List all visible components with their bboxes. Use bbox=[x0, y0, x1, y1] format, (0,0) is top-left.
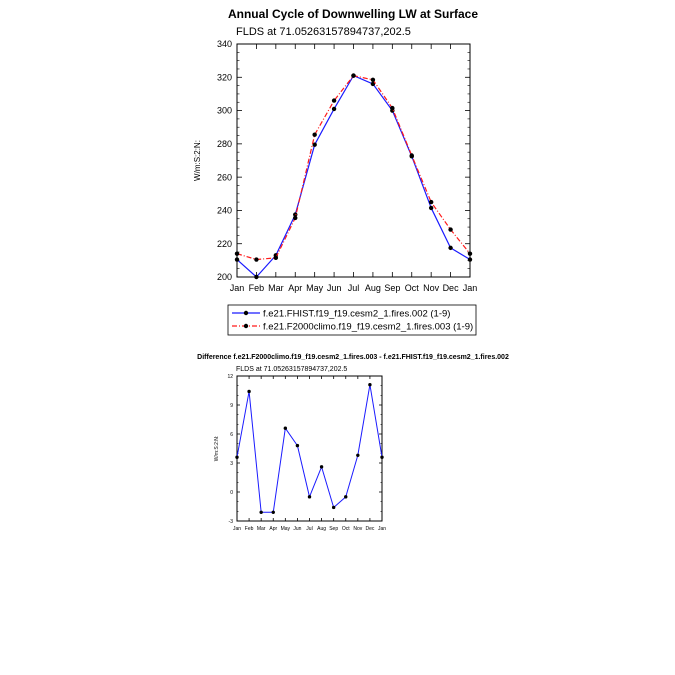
x-tick-label: Jun bbox=[326, 283, 342, 293]
y-tick-label: 280 bbox=[216, 139, 232, 150]
data-point bbox=[429, 206, 433, 210]
x-tick-label: Jul bbox=[306, 526, 313, 532]
chart-subtitle: FLDS at 71.05263157894737,202.5 bbox=[236, 366, 348, 373]
data-point bbox=[235, 252, 239, 256]
x-tick-label: Jan bbox=[229, 283, 245, 293]
data-point bbox=[468, 257, 472, 261]
chart-title: Annual Cycle of Downwelling LW at Surface bbox=[227, 7, 479, 21]
x-tick-label: Nov bbox=[353, 526, 363, 532]
x-tick-label: Sep bbox=[329, 526, 339, 532]
data-point bbox=[284, 427, 287, 430]
series-line-1 bbox=[237, 385, 382, 513]
data-point bbox=[254, 275, 258, 279]
chart-2 bbox=[197, 354, 509, 532]
y-tick-label: 12 bbox=[227, 373, 233, 380]
x-tick-label: Jun bbox=[293, 526, 302, 532]
data-point bbox=[332, 98, 336, 102]
data-point bbox=[356, 454, 359, 457]
x-tick-label: Aug bbox=[364, 283, 381, 293]
y-tick-label: 300 bbox=[216, 105, 232, 116]
y-tick-label: 340 bbox=[216, 39, 232, 50]
data-point bbox=[380, 456, 383, 459]
chart-subtitle: FLDS at 71.05263157894737,202.5 bbox=[236, 26, 411, 38]
x-tick-label: Feb bbox=[248, 283, 265, 293]
legend-label: f.e21.F2000climo.f19_f19.cesm2_1.fires.003 (1-9) bbox=[263, 321, 474, 333]
plot-frame bbox=[237, 376, 382, 521]
y-tick-label: 320 bbox=[216, 72, 232, 83]
x-tick-label: Oct bbox=[404, 283, 419, 293]
x-tick-label: Jan bbox=[462, 283, 478, 293]
y-tick-label: 9 bbox=[230, 402, 233, 409]
y-tick-label: 6 bbox=[230, 431, 233, 438]
series-line-2 bbox=[237, 76, 470, 260]
x-tick-label: Feb bbox=[244, 526, 254, 532]
x-tick-label: Dec bbox=[442, 283, 459, 293]
data-point bbox=[351, 73, 355, 77]
x-tick-label: May bbox=[280, 526, 291, 532]
series-line-1 bbox=[237, 76, 470, 277]
x-tick-label: Mar bbox=[268, 283, 284, 293]
data-point bbox=[308, 495, 311, 498]
x-tick-label: Dec bbox=[365, 526, 375, 532]
data-point bbox=[296, 444, 299, 447]
y-tick-label: 3 bbox=[230, 460, 233, 467]
data-point bbox=[332, 107, 336, 111]
x-tick-label: Apr bbox=[288, 283, 303, 293]
x-tick-label: Oct bbox=[341, 526, 350, 532]
x-tick-label: Jan bbox=[232, 526, 242, 532]
data-point bbox=[448, 227, 452, 231]
data-point bbox=[259, 511, 262, 514]
y-tick-label: -3 bbox=[228, 518, 233, 525]
y-tick-label: 0 bbox=[230, 489, 233, 496]
plot-frame bbox=[237, 44, 470, 277]
x-tick-label: Nov bbox=[423, 283, 440, 293]
x-tick-label: Sep bbox=[384, 283, 401, 293]
data-point bbox=[320, 465, 323, 468]
legend-label: f.e21.FHIST.f19_f19.cesm2_1.fires.002 (1-9) bbox=[263, 308, 451, 320]
x-tick-label: Mar bbox=[256, 526, 266, 532]
data-point bbox=[368, 383, 371, 386]
x-tick-label: Apr bbox=[269, 526, 278, 532]
y-tick-label: 220 bbox=[216, 238, 232, 249]
data-point bbox=[429, 200, 433, 204]
data-point bbox=[390, 106, 394, 110]
x-tick-label: Jul bbox=[347, 283, 360, 293]
data-point bbox=[332, 506, 335, 509]
y-axis-label: W/m:S:2:N: bbox=[214, 435, 220, 462]
legend-marker bbox=[244, 311, 248, 315]
x-tick-label: Aug bbox=[317, 526, 327, 532]
data-point bbox=[274, 256, 278, 260]
data-point bbox=[293, 216, 297, 220]
data-point bbox=[448, 246, 452, 250]
legend-marker bbox=[244, 324, 248, 328]
data-point bbox=[371, 78, 375, 82]
data-point bbox=[312, 133, 316, 137]
chart-title: Difference f.e21.F2000climo.f19_f19.cesm2_1.fires.003 - f.e21.FHIST.f19_f19.cesm2_1.fires.002 bbox=[197, 354, 509, 361]
data-point bbox=[247, 390, 250, 393]
y-axis-label: W/m:S:2:N: bbox=[193, 140, 202, 181]
chart-1 bbox=[193, 7, 478, 335]
data-point bbox=[272, 511, 275, 514]
data-point bbox=[235, 257, 239, 261]
data-point bbox=[344, 495, 347, 498]
x-tick-label: Jan bbox=[377, 526, 387, 532]
y-tick-label: 200 bbox=[216, 272, 232, 283]
data-point bbox=[410, 153, 414, 157]
data-point bbox=[254, 257, 258, 261]
data-point bbox=[468, 252, 472, 256]
y-tick-label: 240 bbox=[216, 205, 232, 216]
x-tick-label: May bbox=[306, 283, 324, 293]
y-tick-label: 260 bbox=[216, 172, 232, 183]
data-point bbox=[235, 456, 238, 459]
